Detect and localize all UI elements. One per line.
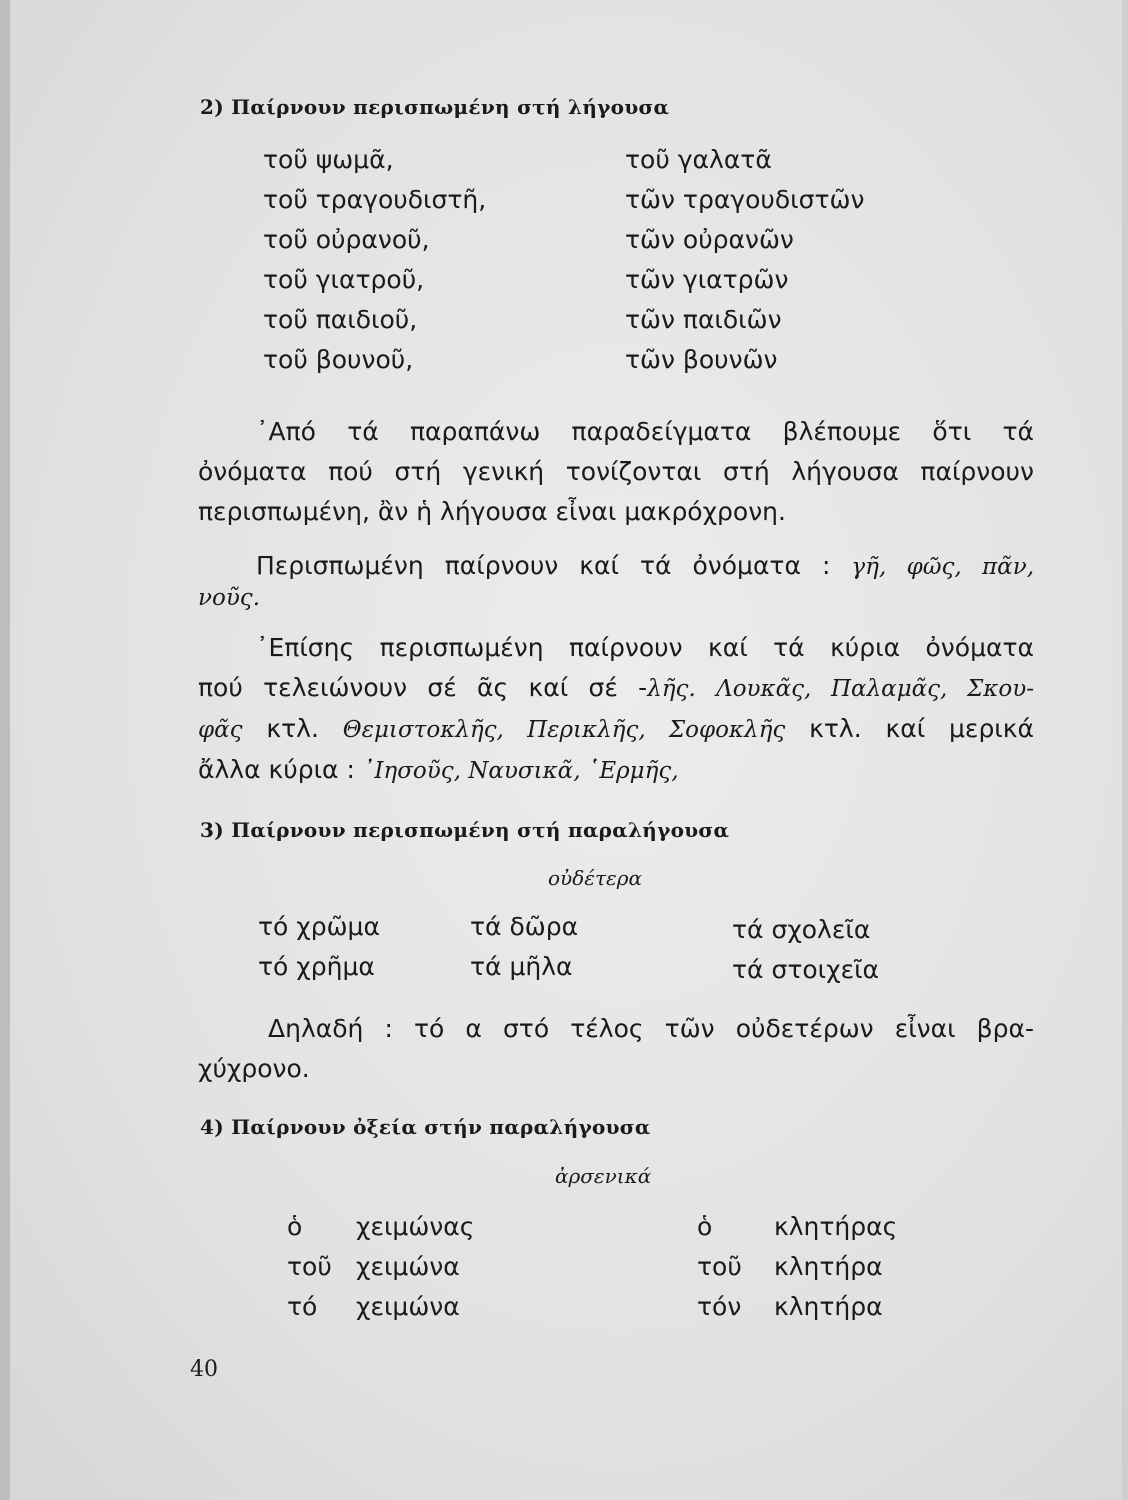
proper-names: Θεμιστοκλῆς, Περικλῆς, Σοφοκλῆς xyxy=(342,717,786,743)
paragraph-line: ὀνόματα πού στή γενική τονίζονται στή λήγουσα παίρνουν xyxy=(198,457,1034,486)
paragraph-line xyxy=(198,750,1034,791)
section-3-note xyxy=(198,1009,1034,1089)
example-word: τοῦ βουνοῦ, xyxy=(263,345,414,374)
section-4-heading: 4) Παίρνουν ὀξεία στήν παραλήγουσα xyxy=(200,1115,651,1139)
neuter-example: τά στοιχεῖα xyxy=(732,955,880,984)
example-word: τοῦ ψωμᾶ, xyxy=(263,145,394,174)
article: τόν xyxy=(697,1292,742,1321)
proper-names: Λουκᾶς, Παλαμᾶς, Σκου- xyxy=(716,676,1034,702)
neuter-example: τά δῶρα xyxy=(470,912,579,941)
page-binding-edge xyxy=(0,0,10,1500)
example-word: τῶν οὐρανῶν xyxy=(625,225,794,254)
masculine-example: χειμώνας xyxy=(356,1212,475,1241)
paragraph-line xyxy=(198,709,1034,750)
masculine-example: χειμώνα xyxy=(356,1292,460,1321)
example-word: τοῦ γιατροῦ, xyxy=(263,265,425,294)
example-names-continued: νοῦς. xyxy=(198,585,261,611)
page-number: 40 xyxy=(190,1357,218,1382)
paragraph-text: Περισπωμένη παίρνουν καί τά ὀνόματα : xyxy=(256,551,831,580)
masculine-example: κλητήρας xyxy=(774,1212,898,1241)
article: ὁ xyxy=(697,1212,713,1241)
paragraph-text: πού τελειώνουν σέ ᾶς καί σέ - xyxy=(198,673,648,702)
article: τό xyxy=(287,1292,318,1321)
section-4-subheading: ἀρσενικά xyxy=(555,1164,652,1188)
paragraph-line: ᾿Επίσης περισπωμένη παίρνουν καί τά κύρια ὀνόματα xyxy=(256,633,1034,662)
example-names: γῆ, φῶς, πᾶν, xyxy=(851,554,1034,580)
example-word: τῶν γιατρῶν xyxy=(625,265,789,294)
article: ὁ xyxy=(287,1212,303,1241)
page-outer-edge xyxy=(1122,0,1128,1500)
paragraph-line: Δηλαδή : τό α στό τέλος τῶν οὐδετέρων εἶναι βρα- xyxy=(268,1014,1034,1043)
neuter-example: τό χρῶμα xyxy=(258,912,380,941)
neuter-example: τά μῆλα xyxy=(470,952,573,981)
article: τοῦ xyxy=(697,1252,742,1281)
paragraph-text: ἄλλα κύρια : xyxy=(198,755,355,784)
explanation-paragraph-1 xyxy=(198,412,1034,532)
explanation-paragraph-2 xyxy=(198,546,1034,609)
paragraph-text: κτλ. καί μερικά xyxy=(809,714,1034,743)
example-word: τοῦ τραγουδιστῆ, xyxy=(263,185,487,214)
example-word: τῶν βουνῶν xyxy=(625,345,778,374)
neuter-example: τό χρῆμα xyxy=(258,952,375,981)
section-3-subheading: οὐδέτερα xyxy=(548,866,643,890)
example-word: τοῦ γαλατᾶ xyxy=(625,145,772,174)
proper-names: ᾿Ιησοῦς, Ναυσικᾶ, ῾Ερμῆς, xyxy=(362,758,679,784)
example-word: τοῦ παιδιοῦ, xyxy=(263,305,418,334)
section-3-heading: 3) Παίρνουν περισπωμένη στή παραλήγουσα xyxy=(200,818,730,842)
paragraph-line: ᾿Από τά παραπάνω παραδείγματα βλέπουμε ὅτι τά xyxy=(256,417,1034,446)
paragraph-line: χύχρονο. xyxy=(198,1054,310,1083)
example-word: τοῦ οὐρανοῦ, xyxy=(263,225,430,254)
masculine-example: κλητήρα xyxy=(774,1252,883,1281)
abbreviation: κτλ. xyxy=(266,714,319,743)
neuter-example: τά σχολεῖα xyxy=(732,915,871,944)
proper-name: φᾶς xyxy=(198,717,243,743)
paragraph-line xyxy=(198,668,1034,709)
example-word: τῶν παιδιῶν xyxy=(625,305,782,334)
masculine-example: χειμώνα xyxy=(356,1252,460,1281)
section-2-heading: 2) Παίρνουν περισπωμένη στή λήγουσα xyxy=(200,95,670,119)
paragraph-line xyxy=(198,546,1034,587)
article: τοῦ xyxy=(287,1252,332,1281)
masculine-example: κλητήρα xyxy=(774,1292,883,1321)
ending: λῆς. xyxy=(647,676,696,702)
example-word: τῶν τραγουδιστῶν xyxy=(625,185,865,214)
explanation-paragraph-3 xyxy=(198,628,1034,791)
paragraph-line: περισπωμένη, ἂν ἡ λήγουσα εἶναι μακρόχρονη. xyxy=(198,497,786,526)
